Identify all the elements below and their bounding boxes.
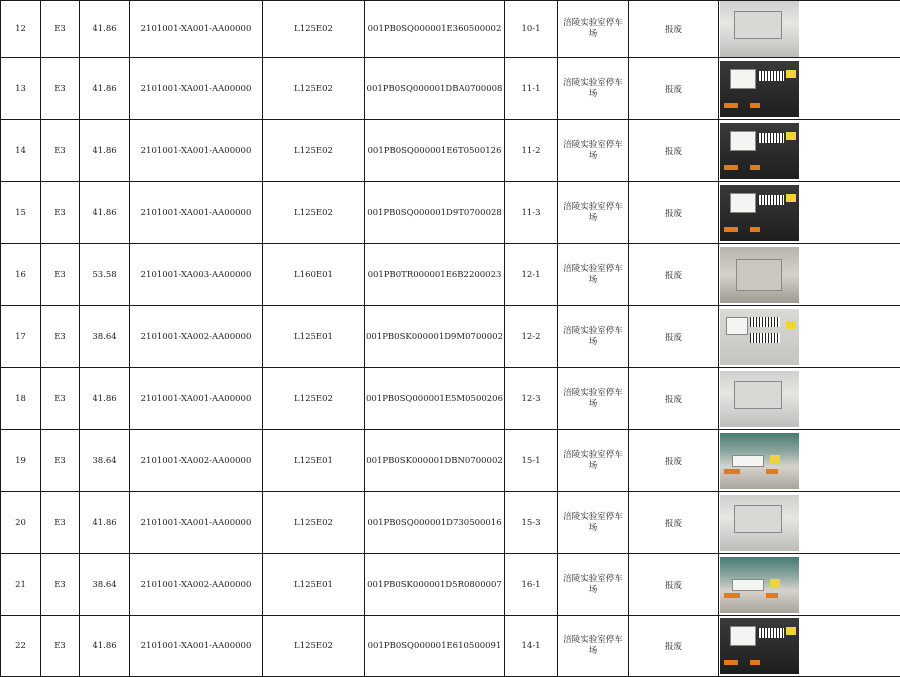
model-cell: E3	[41, 58, 80, 120]
model-cell: E3	[41, 368, 80, 430]
battery-photo	[720, 495, 799, 551]
battery-photo	[720, 185, 799, 241]
part-number-cell: 2101001-XA002-AA00000	[130, 306, 263, 368]
pack-code-cell: L125E02	[263, 120, 365, 182]
photo-detail	[730, 69, 756, 89]
table-row	[1, 430, 900, 492]
table-row	[1, 244, 900, 306]
photo-detail	[732, 455, 764, 467]
photo-detail	[770, 455, 780, 463]
part-number-cell: 2101001-XA001-AA00000	[130, 58, 263, 120]
table-row	[1, 120, 900, 182]
pack-code-cell: L125E02	[263, 368, 365, 430]
photo-cell	[719, 58, 900, 120]
row-number-cell: 14	[1, 120, 41, 182]
serial-number-cell: 001PB0SQ000001E360500002	[365, 1, 505, 58]
part-number-cell: 2101001-XA002-AA00000	[130, 554, 263, 616]
photo-cell	[719, 306, 900, 368]
photo-detail	[750, 227, 760, 232]
position-cell: 12-2	[505, 306, 558, 368]
photo-detail	[750, 103, 760, 108]
table-row	[1, 616, 900, 677]
location-cell: 涪陵实验室停车场	[558, 616, 629, 677]
photo-detail	[724, 227, 738, 232]
table-body	[1, 1, 900, 677]
serial-number-cell: 001PB0SQ000001D730500016	[365, 492, 505, 554]
pack-code-cell: L125E02	[263, 58, 365, 120]
location-cell: 涪陵实验室停车场	[558, 430, 629, 492]
model-cell: E3	[41, 306, 80, 368]
photo-detail	[766, 469, 778, 474]
battery-photo	[720, 61, 799, 117]
model-cell: E3	[41, 1, 80, 58]
pack-code-cell: L125E01	[263, 306, 365, 368]
table-row	[1, 492, 900, 554]
photo-detail	[786, 194, 796, 202]
table-row	[1, 182, 900, 244]
table-row	[1, 1, 900, 58]
serial-number-cell: 001PB0SK000001D5R0800007	[365, 554, 505, 616]
row-number-cell: 17	[1, 306, 41, 368]
photo-cell	[719, 244, 900, 306]
capacity-cell: 41.86	[80, 1, 130, 58]
status-cell: 报废	[629, 58, 719, 120]
battery-photo	[720, 1, 799, 57]
photo-detail	[734, 505, 782, 533]
photo-detail	[758, 133, 784, 143]
location-cell: 涪陵实验室停车场	[558, 244, 629, 306]
model-cell: E3	[41, 554, 80, 616]
serial-number-cell: 001PB0SQ000001E610500091	[365, 616, 505, 677]
status-cell: 报废	[629, 1, 719, 58]
photo-detail	[724, 165, 738, 170]
serial-number-cell: 001PB0SQ000001E6T0500126	[365, 120, 505, 182]
part-number-cell: 2101001-XA001-AA00000	[130, 182, 263, 244]
row-number-cell: 12	[1, 1, 41, 58]
pack-code-cell: L160E01	[263, 244, 365, 306]
capacity-cell: 41.86	[80, 120, 130, 182]
battery-photo	[720, 123, 799, 179]
capacity-cell: 53.58	[80, 244, 130, 306]
photo-cell	[719, 616, 900, 677]
position-cell: 11-1	[505, 58, 558, 120]
serial-number-cell: 001PB0SQ000001D9T0700028	[365, 182, 505, 244]
photo-detail	[758, 71, 784, 81]
model-cell: E3	[41, 616, 80, 677]
row-number-cell: 15	[1, 182, 41, 244]
part-number-cell: 2101001-XA001-AA00000	[130, 120, 263, 182]
location-cell: 涪陵实验室停车场	[558, 492, 629, 554]
photo-detail	[786, 132, 796, 140]
location-cell: 涪陵实验室停车场	[558, 306, 629, 368]
photo-detail	[750, 317, 780, 327]
model-cell: E3	[41, 244, 80, 306]
capacity-cell: 38.64	[80, 554, 130, 616]
photo-cell	[719, 182, 900, 244]
status-cell: 报废	[629, 616, 719, 677]
photo-detail	[724, 660, 738, 665]
part-number-cell: 2101001-XA001-AA00000	[130, 368, 263, 430]
capacity-cell: 41.86	[80, 368, 130, 430]
photo-detail	[770, 579, 780, 587]
position-cell: 12-3	[505, 368, 558, 430]
position-cell: 11-2	[505, 120, 558, 182]
status-cell: 报废	[629, 182, 719, 244]
pack-code-cell: L125E02	[263, 616, 365, 677]
position-cell: 12-1	[505, 244, 558, 306]
serial-number-cell: 001PB0SK000001DBN0700002	[365, 430, 505, 492]
table-row	[1, 306, 900, 368]
photo-detail	[732, 579, 764, 591]
battery-photo	[720, 557, 799, 613]
photo-detail	[766, 593, 778, 598]
serial-number-cell: 001PB0SQ000001DBA0700008	[365, 58, 505, 120]
part-number-cell: 2101001-XA001-AA00000	[130, 1, 263, 58]
row-number-cell: 21	[1, 554, 41, 616]
status-cell: 报废	[629, 554, 719, 616]
photo-detail	[758, 195, 784, 205]
serial-number-cell: 001PB0SK000001D9M0700002	[365, 306, 505, 368]
row-number-cell: 22	[1, 616, 41, 677]
capacity-cell: 38.64	[80, 306, 130, 368]
pack-code-cell: L125E02	[263, 182, 365, 244]
pack-code-cell: L125E02	[263, 1, 365, 58]
photo-cell	[719, 120, 900, 182]
photo-detail	[786, 321, 796, 329]
status-cell: 报废	[629, 492, 719, 554]
photo-cell	[719, 1, 900, 58]
position-cell: 15-1	[505, 430, 558, 492]
battery-photo	[720, 371, 799, 427]
photo-cell	[719, 492, 900, 554]
position-cell: 14-1	[505, 616, 558, 677]
pack-code-cell: L125E02	[263, 492, 365, 554]
photo-detail	[724, 103, 738, 108]
row-number-cell: 20	[1, 492, 41, 554]
photo-detail	[750, 165, 760, 170]
row-number-cell: 19	[1, 430, 41, 492]
pack-code-cell: L125E01	[263, 430, 365, 492]
position-cell: 11-3	[505, 182, 558, 244]
position-cell: 10-1	[505, 1, 558, 58]
status-cell: 报废	[629, 120, 719, 182]
photo-detail	[730, 626, 756, 646]
location-cell: 涪陵实验室停车场	[558, 1, 629, 58]
position-cell: 16-1	[505, 554, 558, 616]
photo-detail	[726, 317, 748, 335]
row-number-cell: 16	[1, 244, 41, 306]
row-number-cell: 18	[1, 368, 41, 430]
photo-cell	[719, 430, 900, 492]
photo-detail	[736, 259, 782, 291]
photo-cell	[719, 554, 900, 616]
photo-detail	[758, 628, 784, 638]
status-cell: 报废	[629, 244, 719, 306]
photo-detail	[734, 11, 782, 39]
location-cell: 涪陵实验室停车场	[558, 58, 629, 120]
battery-photo	[720, 618, 799, 674]
capacity-cell: 38.64	[80, 430, 130, 492]
photo-detail	[750, 660, 760, 665]
battery-photo	[720, 309, 799, 365]
photo-detail	[786, 627, 796, 635]
battery-photo	[720, 247, 799, 303]
model-cell: E3	[41, 120, 80, 182]
photo-detail	[724, 469, 740, 474]
table-row	[1, 368, 900, 430]
status-cell: 报废	[629, 430, 719, 492]
model-cell: E3	[41, 430, 80, 492]
table-row	[1, 554, 900, 616]
part-number-cell: 2101001-XA001-AA00000	[130, 492, 263, 554]
row-number-cell: 13	[1, 58, 41, 120]
model-cell: E3	[41, 182, 80, 244]
location-cell: 涪陵实验室停车场	[558, 554, 629, 616]
status-cell: 报废	[629, 368, 719, 430]
serial-number-cell: 001PB0SQ000001E5M0500206	[365, 368, 505, 430]
capacity-cell: 41.86	[80, 492, 130, 554]
photo-detail	[786, 70, 796, 78]
position-cell: 15-3	[505, 492, 558, 554]
battery-photo	[720, 433, 799, 489]
capacity-cell: 41.86	[80, 58, 130, 120]
photo-detail	[730, 193, 756, 213]
location-cell: 涪陵实验室停车场	[558, 368, 629, 430]
part-number-cell: 2101001-XA001-AA00000	[130, 616, 263, 677]
status-cell: 报废	[629, 306, 719, 368]
capacity-cell: 41.86	[80, 616, 130, 677]
part-number-cell: 2101001-XA002-AA00000	[130, 430, 263, 492]
photo-detail	[724, 593, 740, 598]
pack-code-cell: L125E01	[263, 554, 365, 616]
photo-detail	[750, 333, 780, 343]
photo-detail	[734, 381, 782, 409]
part-number-cell: 2101001-XA003-AA00000	[130, 244, 263, 306]
model-cell: E3	[41, 492, 80, 554]
location-cell: 涪陵实验室停车场	[558, 182, 629, 244]
photo-cell	[719, 368, 900, 430]
location-cell: 涪陵实验室停车场	[558, 120, 629, 182]
table-row	[1, 58, 900, 120]
serial-number-cell: 001PB0TR000001E6B2200023	[365, 244, 505, 306]
photo-detail	[730, 131, 756, 151]
capacity-cell: 41.86	[80, 182, 130, 244]
